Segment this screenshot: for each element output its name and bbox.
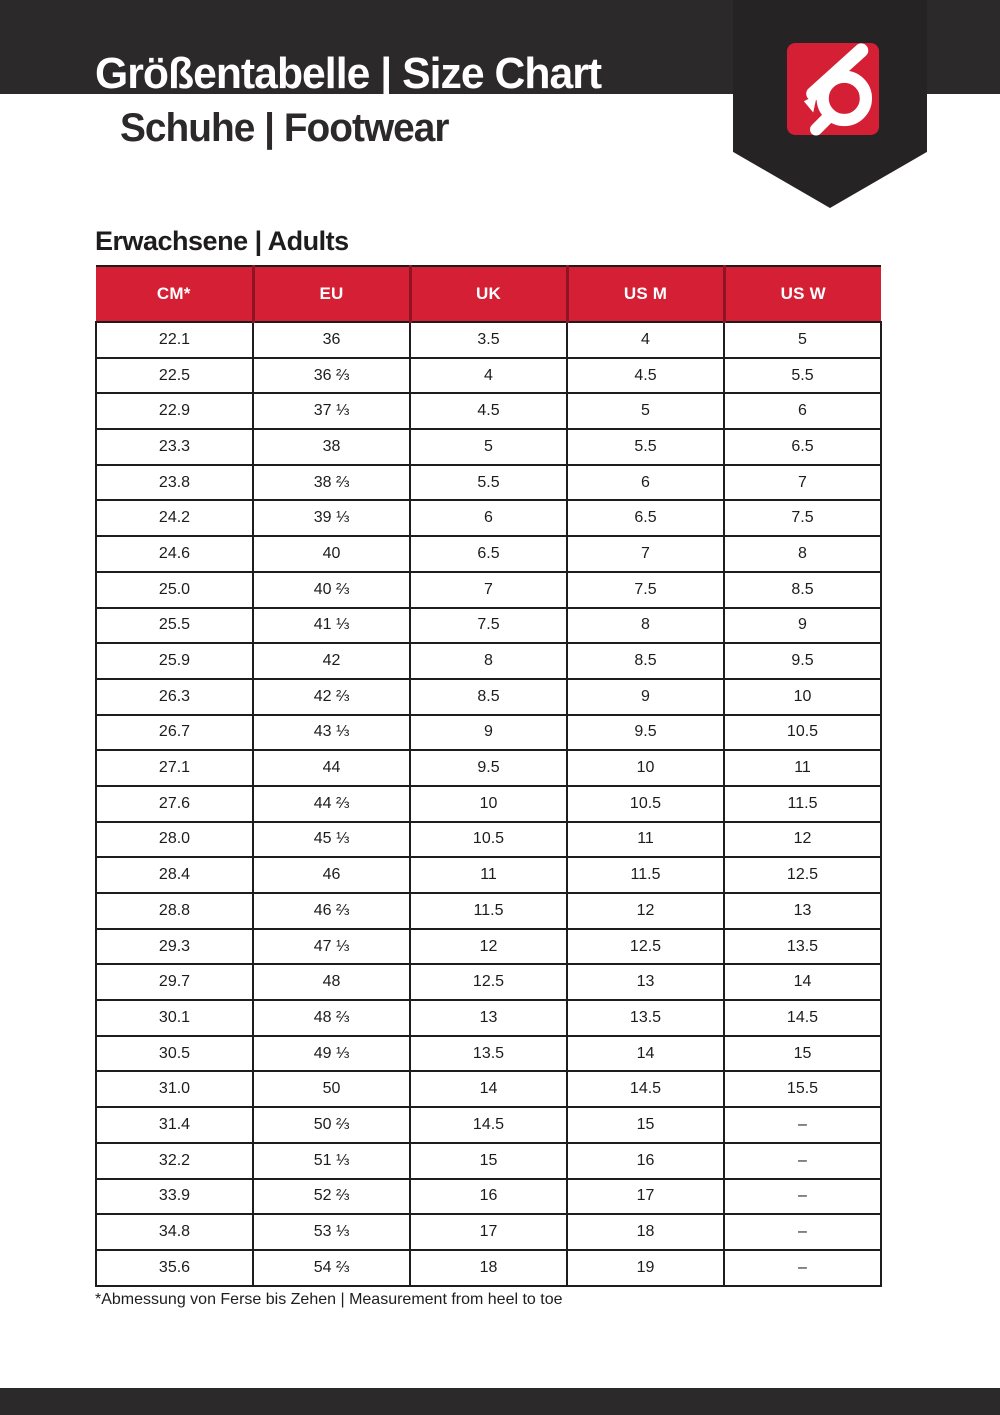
size-cell: 6 [567,465,724,501]
size-cell: 15.5 [724,1071,881,1107]
size-cell: 6.5 [567,500,724,536]
size-cell: 13.5 [410,1036,567,1072]
size-cell: 16 [567,1143,724,1179]
size-cell: 4.5 [567,358,724,394]
size-cell: 14 [410,1071,567,1107]
size-cell: 33.9 [96,1179,253,1215]
size-cell: 6.5 [410,536,567,572]
size-cell: 9.5 [724,643,881,679]
table-row [96,1179,881,1215]
table-row [96,1143,881,1179]
size-cell: 22.1 [96,322,253,358]
size-cell: 18 [567,1214,724,1250]
column-header-cm: CM* [96,266,253,322]
size-cell: 22.5 [96,358,253,394]
size-cell: 38 ⅔ [253,465,410,501]
page-subtitle: Schuhe | Footwear [120,106,449,150]
size-cell: 15 [567,1107,724,1143]
size-cell: 10 [567,750,724,786]
table-row [96,322,881,358]
size-cell: 11.5 [410,893,567,929]
measurement-footnote: *Abmessung von Ferse bis Zehen | Measurement from heel to toe [95,1291,563,1308]
size-table [95,265,882,1287]
size-cell: 13.5 [567,1000,724,1036]
size-cell: 27.6 [96,786,253,822]
size-cell: 25.9 [96,643,253,679]
size-cell: 7 [410,572,567,608]
size-cell: 14 [724,964,881,1000]
table-row [96,1107,881,1143]
size-cell: 14 [567,1036,724,1072]
size-cell: 28.8 [96,893,253,929]
size-cell: 5 [567,393,724,429]
table-row [96,1250,881,1286]
size-cell: 25.0 [96,572,253,608]
size-cell: – [724,1250,881,1286]
section-heading: Erwachsene | Adults [95,226,349,256]
size-cell: 28.4 [96,857,253,893]
table-row [96,786,881,822]
size-cell: 50 ⅔ [253,1107,410,1143]
size-cell: 29.7 [96,964,253,1000]
table-row [96,643,881,679]
size-cell: 42 ⅔ [253,679,410,715]
size-cell: 35.6 [96,1250,253,1286]
size-cell: 5 [410,429,567,465]
size-cell: 12 [567,893,724,929]
table-row [96,822,881,858]
size-cell: 24.6 [96,536,253,572]
size-cell: 7 [724,465,881,501]
size-cell: 12 [724,822,881,858]
size-cell: 4.5 [410,393,567,429]
size-cell: 30.1 [96,1000,253,1036]
size-cell: 46 [253,857,410,893]
table-row [96,393,881,429]
size-cell: 9.5 [567,715,724,751]
size-cell: 5.5 [567,429,724,465]
size-cell: 13.5 [724,929,881,965]
size-table-body [96,322,881,1286]
size-cell: 15 [410,1143,567,1179]
table-row [96,715,881,751]
size-cell: 12 [410,929,567,965]
size-cell: 10.5 [567,786,724,822]
size-cell: 5 [724,322,881,358]
size-cell: 15 [724,1036,881,1072]
table-row [96,536,881,572]
size-cell: 16 [410,1179,567,1215]
size-cell: 47 ⅓ [253,929,410,965]
size-cell: 6.5 [724,429,881,465]
size-cell: 26.7 [96,715,253,751]
brand-pennant [733,0,927,208]
size-cell: 48 ⅔ [253,1000,410,1036]
size-cell: 48 [253,964,410,1000]
size-cell: 36 [253,322,410,358]
footer-band [0,1388,1000,1415]
size-cell: – [724,1214,881,1250]
table-row [96,500,881,536]
size-cell: 31.4 [96,1107,253,1143]
size-cell: 9 [724,608,881,644]
table-row [96,1000,881,1036]
size-cell: 34.8 [96,1214,253,1250]
size-cell: – [724,1143,881,1179]
size-cell: 19 [567,1250,724,1286]
size-cell: 7.5 [567,572,724,608]
size-cell: 8 [724,536,881,572]
size-cell: 17 [410,1214,567,1250]
size-cell: 32.2 [96,1143,253,1179]
size-cell: 40 ⅔ [253,572,410,608]
column-header-us-w: US W [724,266,881,322]
size-cell: 43 ⅓ [253,715,410,751]
size-cell: 6 [724,393,881,429]
column-header-eu: EU [253,266,410,322]
size-cell: 37 ⅓ [253,393,410,429]
size-cell: 31.0 [96,1071,253,1107]
size-cell: 14.5 [567,1071,724,1107]
size-cell: 11.5 [724,786,881,822]
size-cell: 10 [724,679,881,715]
table-row [96,608,881,644]
column-header-uk: UK [410,266,567,322]
size-cell: 7.5 [724,500,881,536]
size-cell: 11 [410,857,567,893]
size-cell: 13 [567,964,724,1000]
table-row [96,964,881,1000]
table-row [96,750,881,786]
table-row [96,358,881,394]
size-cell: 8 [410,643,567,679]
size-cell: 41 ⅓ [253,608,410,644]
size-cell: 51 ⅓ [253,1143,410,1179]
header-row [96,266,881,322]
size-cell: 36 ⅔ [253,358,410,394]
size-cell: 44 [253,750,410,786]
size-cell: 10.5 [410,822,567,858]
size-cell: 30.5 [96,1036,253,1072]
table-row [96,679,881,715]
size-cell: 5.5 [724,358,881,394]
size-cell: 23.8 [96,465,253,501]
table-row [96,1214,881,1250]
size-cell: 10 [410,786,567,822]
size-cell: 44 ⅔ [253,786,410,822]
size-cell: 39 ⅓ [253,500,410,536]
size-cell: 12.5 [567,929,724,965]
size-cell: 49 ⅓ [253,1036,410,1072]
size-cell: 17 [567,1179,724,1215]
size-cell: 42 [253,643,410,679]
table-row [96,857,881,893]
size-cell: 40 [253,536,410,572]
page-title: Größentabelle | Size Chart [95,49,602,98]
size-cell: 14.5 [724,1000,881,1036]
five-ten-logo-icon [786,42,880,136]
size-cell: 18 [410,1250,567,1286]
table-row [96,893,881,929]
size-cell: 22.9 [96,393,253,429]
table-row [96,465,881,501]
size-cell: 8.5 [410,679,567,715]
size-cell: – [724,1107,881,1143]
size-cell: 52 ⅔ [253,1179,410,1215]
size-cell: 24.2 [96,500,253,536]
size-cell: 13 [410,1000,567,1036]
size-cell: 53 ⅓ [253,1214,410,1250]
table-row [96,929,881,965]
size-cell: 23.3 [96,429,253,465]
size-cell: 7 [567,536,724,572]
size-cell: 8.5 [567,643,724,679]
size-table-header [96,266,881,322]
size-cell: 6 [410,500,567,536]
size-cell: 9 [567,679,724,715]
size-cell: 46 ⅔ [253,893,410,929]
size-cell: 9 [410,715,567,751]
size-cell: 12.5 [724,857,881,893]
size-cell: 27.1 [96,750,253,786]
size-cell: 9.5 [410,750,567,786]
size-cell: 7.5 [410,608,567,644]
size-cell: 4 [567,322,724,358]
size-cell: 5.5 [410,465,567,501]
size-cell: 10.5 [724,715,881,751]
size-cell: 12.5 [410,964,567,1000]
size-cell: 29.3 [96,929,253,965]
table-row [96,1036,881,1072]
size-cell: 38 [253,429,410,465]
table-row [96,572,881,608]
size-cell: 4 [410,358,567,394]
size-cell: 14.5 [410,1107,567,1143]
size-cell: 11.5 [567,857,724,893]
size-cell: 28.0 [96,822,253,858]
size-cell: 26.3 [96,679,253,715]
size-cell: 45 ⅓ [253,822,410,858]
size-cell: 54 ⅔ [253,1250,410,1286]
table-row [96,429,881,465]
size-cell: – [724,1179,881,1215]
size-cell: 11 [567,822,724,858]
size-cell: 11 [724,750,881,786]
size-cell: 8 [567,608,724,644]
column-header-us-m: US M [567,266,724,322]
size-cell: 25.5 [96,608,253,644]
table-row [96,1071,881,1107]
size-cell: 8.5 [724,572,881,608]
size-cell: 13 [724,893,881,929]
size-cell: 50 [253,1071,410,1107]
size-cell: 3.5 [410,322,567,358]
